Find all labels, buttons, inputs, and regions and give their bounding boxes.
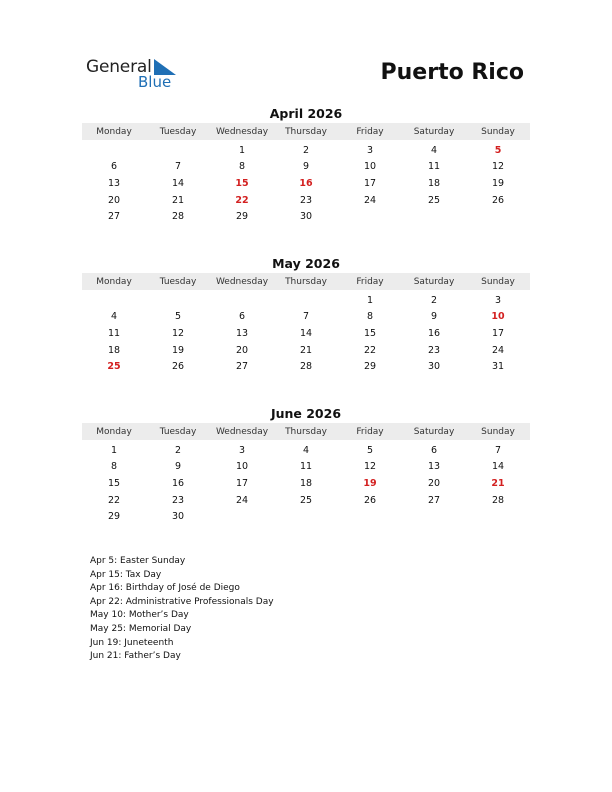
calendar-date: 21 <box>299 344 313 356</box>
calendar-date: 3 <box>238 444 246 456</box>
calendar-date: 29 <box>363 361 377 373</box>
calendar-date: 2 <box>430 294 438 306</box>
calendar-date: 27 <box>107 211 121 223</box>
calendar-date: 12 <box>171 327 185 339</box>
week-row <box>82 192 530 209</box>
month-april <box>82 106 530 225</box>
calendar-date: 11 <box>427 161 441 173</box>
calendar-date: 3 <box>494 294 502 306</box>
calendar-date: 16 <box>171 477 185 489</box>
calendar-date: 15 <box>107 477 121 489</box>
calendar-date: 21 <box>171 194 185 206</box>
calendar-date: 15 <box>363 327 377 339</box>
calendar-date: 4 <box>110 311 118 323</box>
weekday-label: Friday <box>356 126 384 137</box>
holiday-note: Apr 5: Easter Sunday <box>90 556 186 566</box>
calendar-date: 4 <box>302 444 310 456</box>
week-row <box>82 342 530 359</box>
calendar-date: 25 <box>427 194 441 206</box>
calendar-date: 6 <box>110 161 118 173</box>
calendar-date: 8 <box>110 461 118 473</box>
calendar-date: 14 <box>171 177 185 189</box>
month-june <box>82 406 530 525</box>
calendar-date: 30 <box>299 211 313 223</box>
calendar-date: 23 <box>299 194 313 206</box>
calendar-date: 20 <box>235 344 249 356</box>
week-row <box>82 159 530 176</box>
holiday-note: Jun 21: Father’s Day <box>90 651 181 662</box>
calendar-date: 27 <box>235 361 249 373</box>
holiday-note: Apr 15: Tax Day <box>90 569 162 580</box>
weekday-label: Monday <box>96 426 132 437</box>
calendar-date: 2 <box>302 144 310 156</box>
calendar-date: 1 <box>366 294 374 306</box>
weekday-label: Monday <box>96 276 132 287</box>
week-row <box>82 475 530 492</box>
calendar-date: 18 <box>427 177 441 189</box>
weekday-label: Wednesday <box>215 276 269 287</box>
calendar-date: 24 <box>235 494 249 506</box>
weekday-header-row <box>82 123 530 140</box>
calendar-date: 17 <box>491 327 505 339</box>
calendar-date: 6 <box>238 311 246 323</box>
holiday-date: 19 <box>363 477 377 489</box>
holiday-date: 25 <box>107 361 121 373</box>
calendar-date: 11 <box>107 327 121 339</box>
calendar-date: 13 <box>107 177 121 189</box>
calendar-date: 28 <box>299 361 313 373</box>
weekday-label: Tuesday <box>159 126 197 137</box>
calendar-date: 13 <box>427 461 441 473</box>
weekday-label: Saturday <box>413 276 455 287</box>
month-title: May 2026 <box>272 256 340 271</box>
logo-text-general: General <box>86 57 152 77</box>
calendar-date: 26 <box>171 361 185 373</box>
calendar-date: 14 <box>491 461 505 473</box>
weekday-label: Thursday <box>285 426 327 437</box>
calendar-date: 24 <box>491 344 505 356</box>
calendar-date: 27 <box>427 494 441 506</box>
calendar-date: 18 <box>107 344 121 356</box>
calendar-date: 8 <box>366 311 374 323</box>
week-row <box>82 492 530 509</box>
weekday-label: Tuesday <box>159 426 197 437</box>
weekday-label: Saturday <box>413 126 455 137</box>
month-may <box>82 256 530 375</box>
holiday-note: May 25: Memorial Day <box>90 623 192 634</box>
calendar-date: 16 <box>427 327 441 339</box>
calendar-date: 5 <box>366 444 374 456</box>
calendar-date: 23 <box>171 494 185 506</box>
calendar-date: 10 <box>235 461 249 473</box>
weekday-label: Friday <box>356 426 384 437</box>
month-title: April 2026 <box>269 106 343 121</box>
weekday-label: Tuesday <box>159 276 197 287</box>
calendar-date: 17 <box>235 477 249 489</box>
weekday-label: Wednesday <box>215 426 269 437</box>
calendar-date: 12 <box>363 461 377 473</box>
calendar-date: 17 <box>363 177 377 189</box>
weekday-label: Friday <box>356 276 384 287</box>
calendar-date: 23 <box>427 344 441 356</box>
holiday-date: 15 <box>235 177 249 189</box>
holiday-note: Apr 16: Birthday of José de Diego <box>90 583 240 594</box>
calendar-date: 9 <box>302 161 310 173</box>
weekday-label: Saturday <box>413 426 455 437</box>
calendar-date: 8 <box>238 161 246 173</box>
calendar-date: 28 <box>491 494 505 506</box>
calendar-date: 3 <box>366 144 374 156</box>
weekday-label: Wednesday <box>215 126 269 137</box>
weekday-label: Sunday <box>481 426 515 437</box>
calendar-date: 6 <box>430 444 438 456</box>
week-row <box>82 508 530 525</box>
week-row <box>82 358 530 375</box>
calendar-date: 29 <box>107 511 121 523</box>
logo-text-blue: Blue <box>138 73 172 91</box>
calendar-date: 22 <box>107 494 121 506</box>
calendar-date: 10 <box>363 161 377 173</box>
holiday-notes <box>90 555 274 664</box>
calendar-date: 9 <box>174 461 182 473</box>
calendar-date: 4 <box>430 144 438 156</box>
weekday-header-row <box>82 273 530 290</box>
week-row <box>82 142 530 159</box>
calendar-date: 7 <box>302 311 310 323</box>
calendar-date: 30 <box>171 511 185 523</box>
calendar-date: 22 <box>363 344 377 356</box>
week-row <box>82 442 530 459</box>
calendar-date: 14 <box>299 327 313 339</box>
calendar-date: 24 <box>363 194 377 206</box>
month-title: June 2026 <box>270 406 342 421</box>
weekday-label: Sunday <box>481 276 515 287</box>
calendar-date: 18 <box>299 477 313 489</box>
holiday-date: 10 <box>491 311 505 323</box>
calendar-date: 19 <box>491 177 505 189</box>
weekday-label: Sunday <box>481 126 515 137</box>
calendar-date: 26 <box>363 494 377 506</box>
holiday-date: 21 <box>491 477 505 489</box>
holiday-note: Apr 22: Administrative Professionals Day <box>90 596 274 607</box>
calendar-date: 1 <box>110 444 118 456</box>
week-row <box>82 292 530 309</box>
holiday-date: 22 <box>235 194 249 206</box>
calendar-date: 5 <box>174 311 182 323</box>
week-row <box>82 459 530 476</box>
generalblue-logo <box>86 55 186 95</box>
holiday-note: May 10: Mother’s Day <box>90 610 189 621</box>
calendar-date: 7 <box>494 444 502 456</box>
calendar-date: 20 <box>427 477 441 489</box>
country-title: Puerto Rico <box>380 60 524 85</box>
calendar-date: 28 <box>171 211 185 223</box>
holiday-date: 5 <box>494 144 502 156</box>
calendar-date: 25 <box>299 494 313 506</box>
calendar-date: 2 <box>174 444 182 456</box>
holiday-date: 16 <box>299 177 313 189</box>
calendar-date: 13 <box>235 327 249 339</box>
weekday-label: Thursday <box>285 276 327 287</box>
weekday-label: Thursday <box>285 126 327 137</box>
calendar-date: 11 <box>299 461 313 473</box>
holiday-note: Jun 19: Juneteenth <box>90 637 174 648</box>
calendar-date: 30 <box>427 361 441 373</box>
calendar-date: 26 <box>491 194 505 206</box>
weekday-label: Monday <box>96 126 132 137</box>
week-row <box>82 309 530 326</box>
calendar-date: 20 <box>107 194 121 206</box>
calendar-date: 7 <box>174 161 182 173</box>
weekday-header-row <box>82 423 530 440</box>
week-row <box>82 325 530 342</box>
calendar-date: 12 <box>491 161 505 173</box>
calendar-date: 1 <box>238 144 246 156</box>
calendar-date: 9 <box>430 311 438 323</box>
week-row <box>82 208 530 225</box>
calendar-date: 19 <box>171 344 185 356</box>
week-row <box>82 175 530 192</box>
calendar-date: 31 <box>491 361 505 373</box>
calendar-date: 29 <box>235 211 249 223</box>
